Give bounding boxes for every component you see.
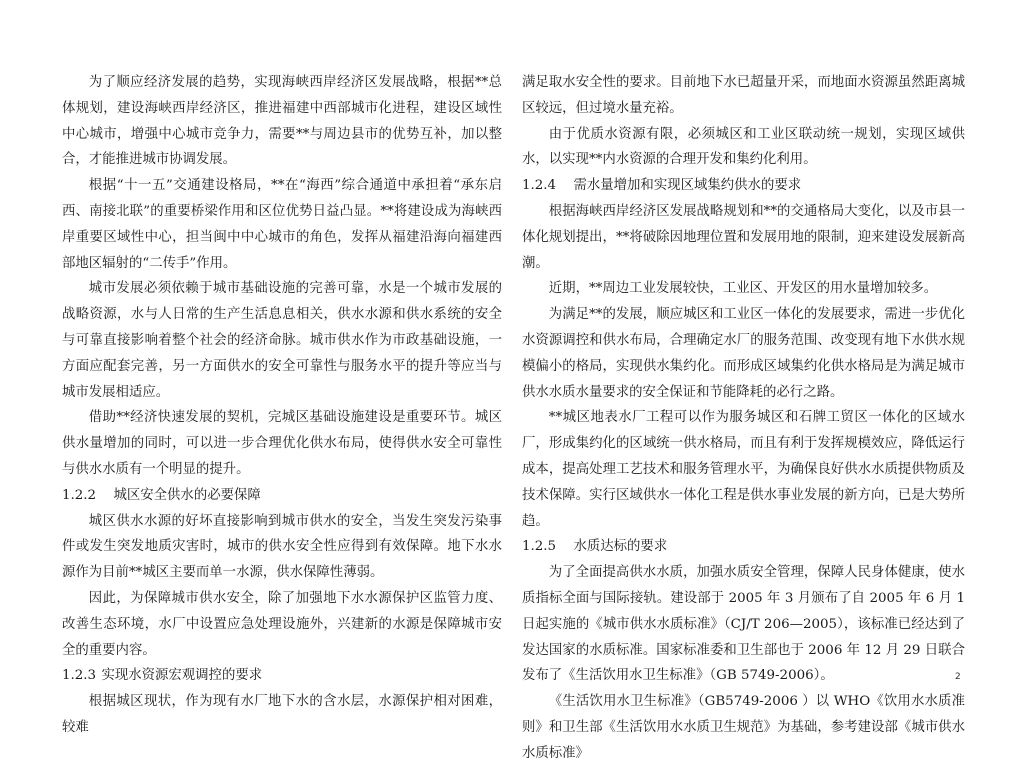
section-number: 1.2.2 — [62, 487, 97, 503]
paragraph: 根据“十一五”交通建设格局，**在“海西”综合通道中承担着“承东启西、南接北联”的重要桥梁作用和区位优势日益凸显。**将建设成为海峡西岸重要区域性中心，担当闽中中心城市的角色，发挥从福建沿海向福建西部地区辐射的“二传手”作用。 — [62, 178, 502, 271]
paragraph: 根据城区现状，作为现有水厂地下水的含水层，水源保护相对困难，较难 — [62, 694, 502, 735]
paragraph: 《生活饮用水卫生标准》（GB5749-2006 ）以 WHO《饮用水水质准则》和卫生部《生活饮用水水质卫生规范》为基础，参考建设部《城市供水水质标准》 — [522, 694, 965, 761]
left-column — [62, 70, 502, 741]
paragraph: 因此，为保障城市供水安全，除了加强地下水水源保护区监管力度、改善生态环境，水厂中设置应急处理设施外，兴建新的水源是保障城市安全的重要内容。 — [62, 590, 502, 658]
section-heading — [62, 663, 502, 689]
paragraph: 借助**经济快速发展的契机，完城区基础设施建设是重要环节。城区供水量增加的同时，可以进一步合理优化供水布局，使得供水安全可靠性与供水水质有一个明显的提升。 — [62, 410, 502, 477]
paragraph: **城区地表水厂工程可以作为服务城区和石牌工贸区一体化的区域水厂，形成集约化的区域统一供水格局，而且有利于发挥规模效应，降低运行成本，提高处理工艺技术和服务管理水平，为确保良好供水水质提供物质及技术保障。实行区域供水一体化工程是供水事业发展的新方向，已是大势所趋。 — [522, 410, 965, 529]
paragraph: 城市发展必须依赖于城市基础设施的完善可靠，水是一个城市发展的战略资源，水与人日常的生产生活息息相关，供水水源和供水系统的安全与可靠直接影响着整个社会的经济命脉。城市供水作为市政基础设施，一方面应配套完善，另一方面供水的安全可靠性与服务水平的提升等应当与城市发展相适应。 — [62, 281, 502, 400]
page-number: 2 — [955, 672, 961, 682]
section-title: 城区安全供水的必要保障 — [113, 487, 261, 503]
paragraph: 为满足**的发展，顺应城区和工业区一体化的发展要求，需进一步优化水资源调控和供水布局，合理确定水厂的服务范围、改变现有地下水供水规模偏小的格局，实现供水集约化。而形成区域集约化供水格局是为满足城市供水水质水量要求的安全保证和节能降耗的必行之路。 — [522, 307, 965, 400]
section-heading — [522, 534, 965, 560]
section-number: 1.2.3 — [62, 668, 97, 684]
paragraph: 由于优质水资源有限，必须城区和工业区联动统一规划，实现区域供水，以实现**内水资源的合理开发和集约化利用。 — [522, 126, 965, 168]
paragraph: 为了顺应经济发展的趋势，实现海峡西岸经济区发展战略，根据**总体规划，建设海峡西岸经济区，推进福建中西部城市化进程，建设区域性中心城市，增强中心城市竞争力，需要**与周边县市的优势互补，加以整合，才能推进城市协调发展。 — [62, 75, 502, 168]
right-column — [522, 70, 965, 767]
paragraph: 根据海峡西岸经济区发展战略规划和**的交通格局大变化，以及市县一体化规划提出，**将破除因地理位置和发展用地的限制，迎来建设发展新高潮。 — [522, 203, 965, 271]
section-title: 实现水资源宏观调控的要求 — [101, 668, 263, 684]
paragraph: 为了全面提高供水水质，加强水质安全管理，保障人民身体健康，使水质指标全面与国际接轨。建设部于 2005 年 3 月颁布了自 2005 年 6 月 1 日起实施的《城市供水水质标准》（CJ/T 206—2005），该标准已经达到了发达国家的水质标准。国家标准委和卫生部也于 2006 年 12 月 29 日联合发布了《生活饮用水卫生标准》（GB 5749-2006）。 — [522, 565, 965, 684]
section-number: 1.2.5 — [522, 539, 557, 555]
section-heading — [62, 483, 502, 509]
paragraph: 满足取水安全性的要求。目前地下水已超量开采，而地面水资源虽然距离城区较远，但过境水量充裕。 — [522, 75, 965, 116]
paragraph: 城区供水水源的好坏直接影响到城市供水的安全，当发生突发污染事件或发生突发地质灾害时，城市的供水安全性应得到有效保障。地下水水源作为目前**城区主要而单一水源，供水保障性薄弱。 — [62, 513, 502, 581]
section-title: 水质达标的要求 — [573, 539, 668, 555]
section-title: 需水量增加和实现区域集约供水的要求 — [573, 178, 802, 194]
section-number: 1.2.4 — [522, 178, 557, 194]
paragraph: 近期，**周边工业发展较快，工业区、开发区的用水量增加较多。 — [548, 281, 938, 297]
section-heading — [522, 173, 965, 199]
